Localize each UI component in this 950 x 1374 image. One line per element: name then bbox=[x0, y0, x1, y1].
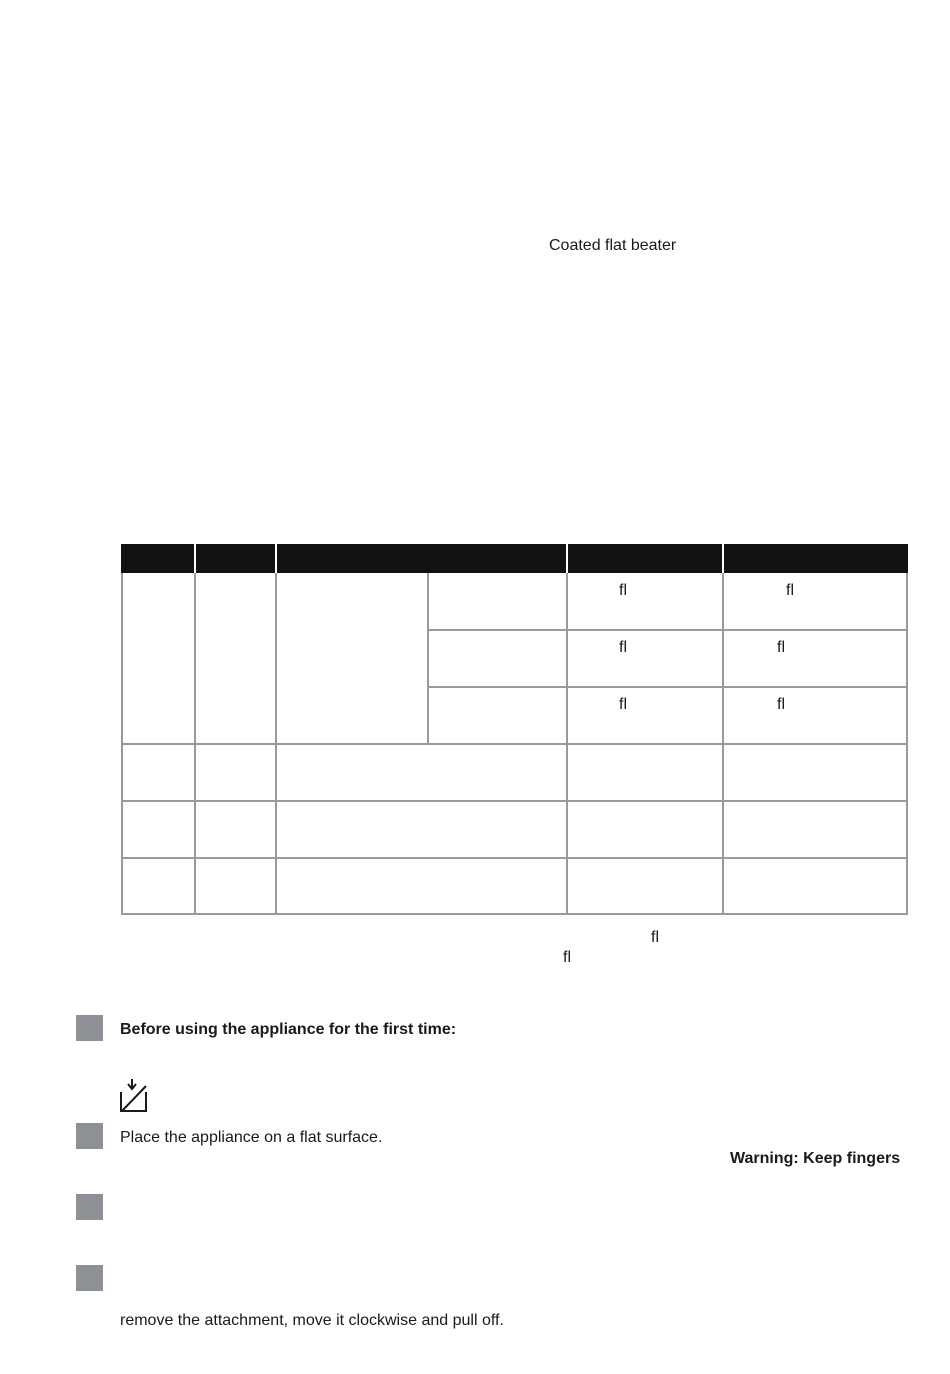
table-cell-r2-c6: fl bbox=[777, 639, 785, 656]
step-bullet-3 bbox=[76, 1194, 103, 1220]
do-not-immerse-icon bbox=[118, 1078, 150, 1114]
speed-table bbox=[121, 544, 908, 915]
warning-text: Warning: Keep fingers bbox=[730, 1150, 901, 1167]
footnote-mark-1: fl bbox=[651, 929, 659, 946]
remove-attachment-text: remove the attachment, move it clockwise and pull off. bbox=[120, 1312, 504, 1329]
step-bullet-1 bbox=[76, 1015, 103, 1041]
table-header-row bbox=[121, 544, 908, 573]
footnote-mark-2: fl bbox=[563, 949, 571, 966]
step-bullet-2 bbox=[76, 1123, 103, 1149]
table-cell-r2-c5: fl bbox=[619, 639, 627, 656]
coated-flat-beater-label: Coated flat beater bbox=[549, 237, 677, 254]
step-bullet-4 bbox=[76, 1265, 103, 1291]
table-cell-r1-c5: fl bbox=[619, 582, 627, 599]
place-flat-text: Place the appliance on a flat surface. bbox=[120, 1129, 383, 1146]
table-cell-r1-c6: fl bbox=[786, 582, 794, 599]
table-cell-r3-c5: fl bbox=[619, 696, 627, 713]
table-cell-r3-c6: fl bbox=[777, 696, 785, 713]
first-use-heading: Before using the appliance for the first time: bbox=[120, 1021, 457, 1038]
